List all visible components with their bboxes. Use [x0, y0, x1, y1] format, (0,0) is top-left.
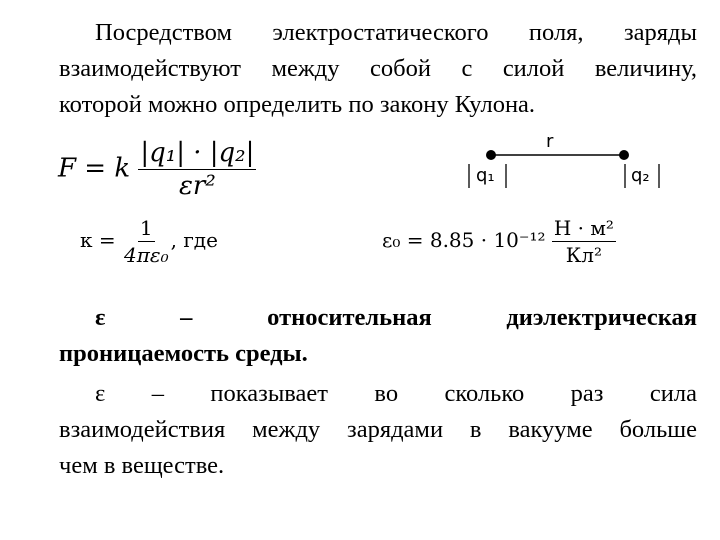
charge1-label: q₁ [476, 165, 495, 186]
k-lhs: к = [80, 228, 116, 252]
epsilon0-units-denominator: Кл² [565, 243, 602, 267]
definition-line-1: ε – относительная диэлектрическая [95, 304, 697, 331]
definition-paragraph [59, 300, 697, 372]
k-numerator: 1 [139, 216, 153, 240]
k-suffix: , где [170, 228, 218, 252]
charge2-dot [619, 150, 629, 160]
explanation-line-3: чем в веществе. [59, 452, 225, 479]
formula-denominator: εr² [178, 171, 216, 201]
explanation-line-2: взаимодействия между зарядами в вакууме больше [59, 416, 697, 443]
distance-label: r [546, 131, 554, 152]
epsilon0-units-numerator: Н · м² [553, 216, 614, 240]
formula-numerator: |q₁| · |q₂| [140, 138, 255, 168]
intro-line-3: которой можно определить по закону Кулона. [59, 91, 536, 118]
formula-lhs: F = k [58, 153, 131, 184]
definition-line-2: проницаемость среды. [59, 340, 308, 367]
intro-line-2: взаимодействуют между собой с силой величину, [59, 55, 697, 82]
explanation-line-1: ε – показывает во сколько раз сила [95, 380, 697, 407]
charge1-dot [486, 150, 496, 160]
epsilon0-lhs: ε₀ = 8.85 · 10⁻¹² [382, 228, 546, 252]
intro-line-1: Посредством электростатического поля, заряды [95, 19, 697, 46]
explanation-paragraph [59, 376, 697, 484]
charge2-label: q₂ [631, 165, 650, 186]
k-denominator: 4πε₀ [123, 243, 169, 267]
